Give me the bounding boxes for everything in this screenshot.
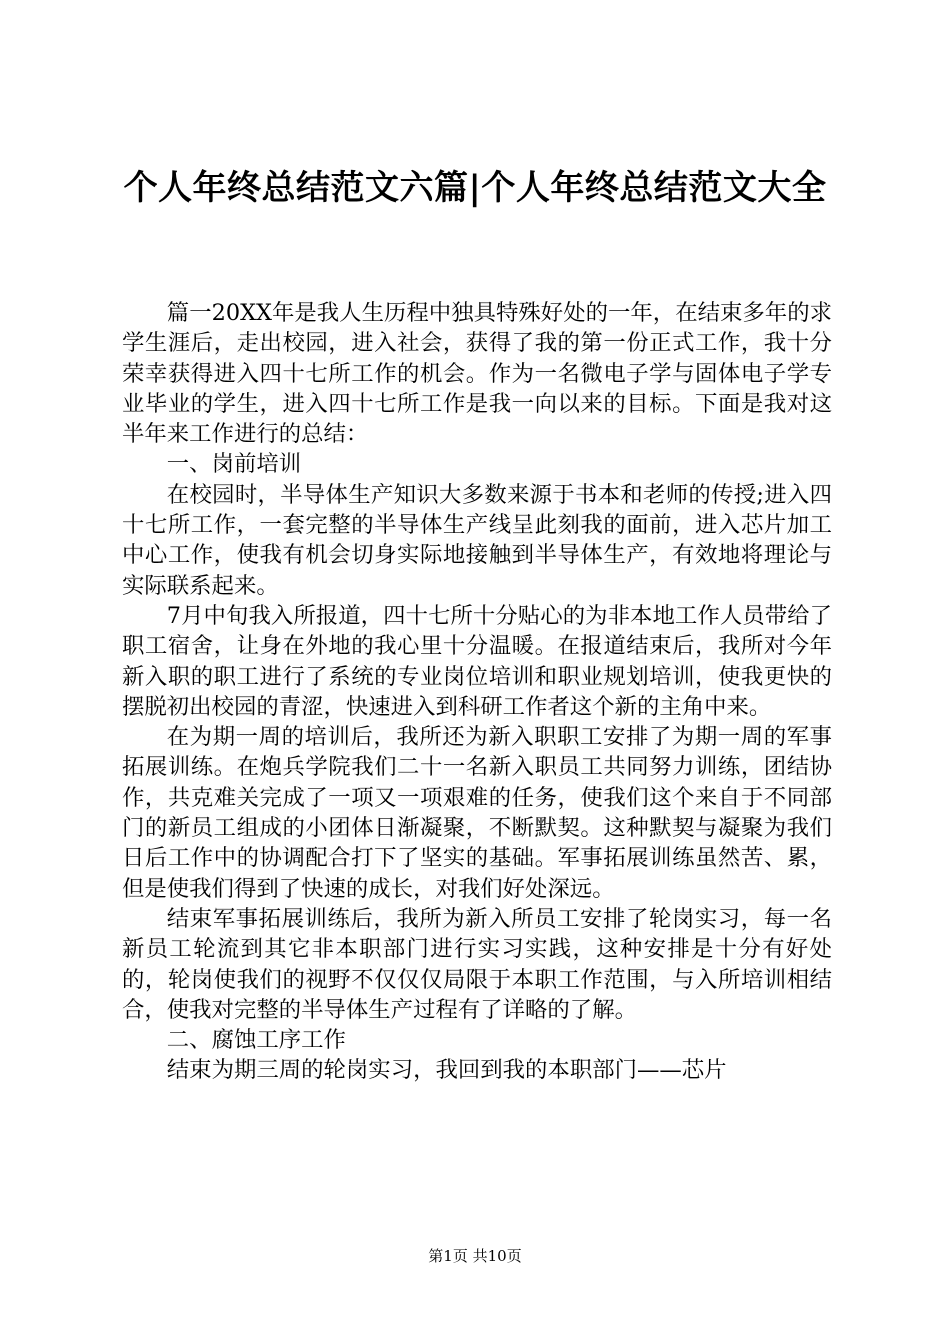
paragraph: 结束为期三周的轮岗实习，我回到我的本职部门——芯片 xyxy=(166,1057,727,1084)
paragraph: 在为期一周的培训后，我所还为新入职职工安排了为期一周的军事拓展训练。在炮兵学院我们二十一名新入职员工共同努力训练，团结协作，共克难关完成了一项又一项艰难的任务，使我们这个来自于不同部门的新员工组成的小团体日渐凝聚，不断默契。这种默契与凝聚为我们日后工作中的协调配合打下了坚实的基础。军事拓展训练虽然苦、累，但是使我们得到了快速的成长，对我们好处深远。 xyxy=(122,724,832,902)
paragraph: 在校园时，半导体生产知识大多数来源于书本和老师的传授;进入四十七所工作，一套完整的半导体生产线呈此刻我的面前，进入芯片加工中心工作，使我有机会切身实际地接触到半导体生产，有效地将理论与实际联系起来。 xyxy=(122,481,832,599)
section-heading-2: 二、腐蚀工序工作 xyxy=(166,1027,346,1054)
paragraph: 结束军事拓展训练后，我所为新入所员工安排了轮岗实习，每一名新员工轮流到其它非本职部门进行实习实践，这种安排是十分有好处的，轮岗使我们的视野不仅仅仅局限于本职工作范围，与入所培训相结合，使我对完整的半导体生产过程有了详略的了解。 xyxy=(122,905,832,1023)
document-title: 个人年终总结范文六篇|个人年终总结范文大全 xyxy=(123,168,827,208)
paragraph-intro: 篇一20XX年是我人生历程中独具特殊好处的一年，在结束多年的求学生涯后，走出校园，进入社会，获得了我的第一份正式工作，我十分荣幸获得进入四十七所工作的机会。作为一名微电子学与固体电子学专业毕业的学生，进入四十七所工作是我一向以来的目标。下面是我对这半年来工作进行的总结： xyxy=(122,300,832,448)
document-body xyxy=(122,298,832,1086)
page-number-footer: 第1页 共10页 xyxy=(428,1247,522,1265)
section-heading-1: 一、岗前培训 xyxy=(166,451,302,478)
paragraph: 7月中旬我入所报道，四十七所十分贴心的为非本地工作人员带给了职工宿舍，让身在外地的我心里十分温暖。在报道结束后，我所对今年新入职的职工进行了系统的专业岗位培训和职业规划培训，使我更快的摆脱初出校园的青涩，快速进入到科研工作者这个新的主角中来。 xyxy=(122,602,832,720)
